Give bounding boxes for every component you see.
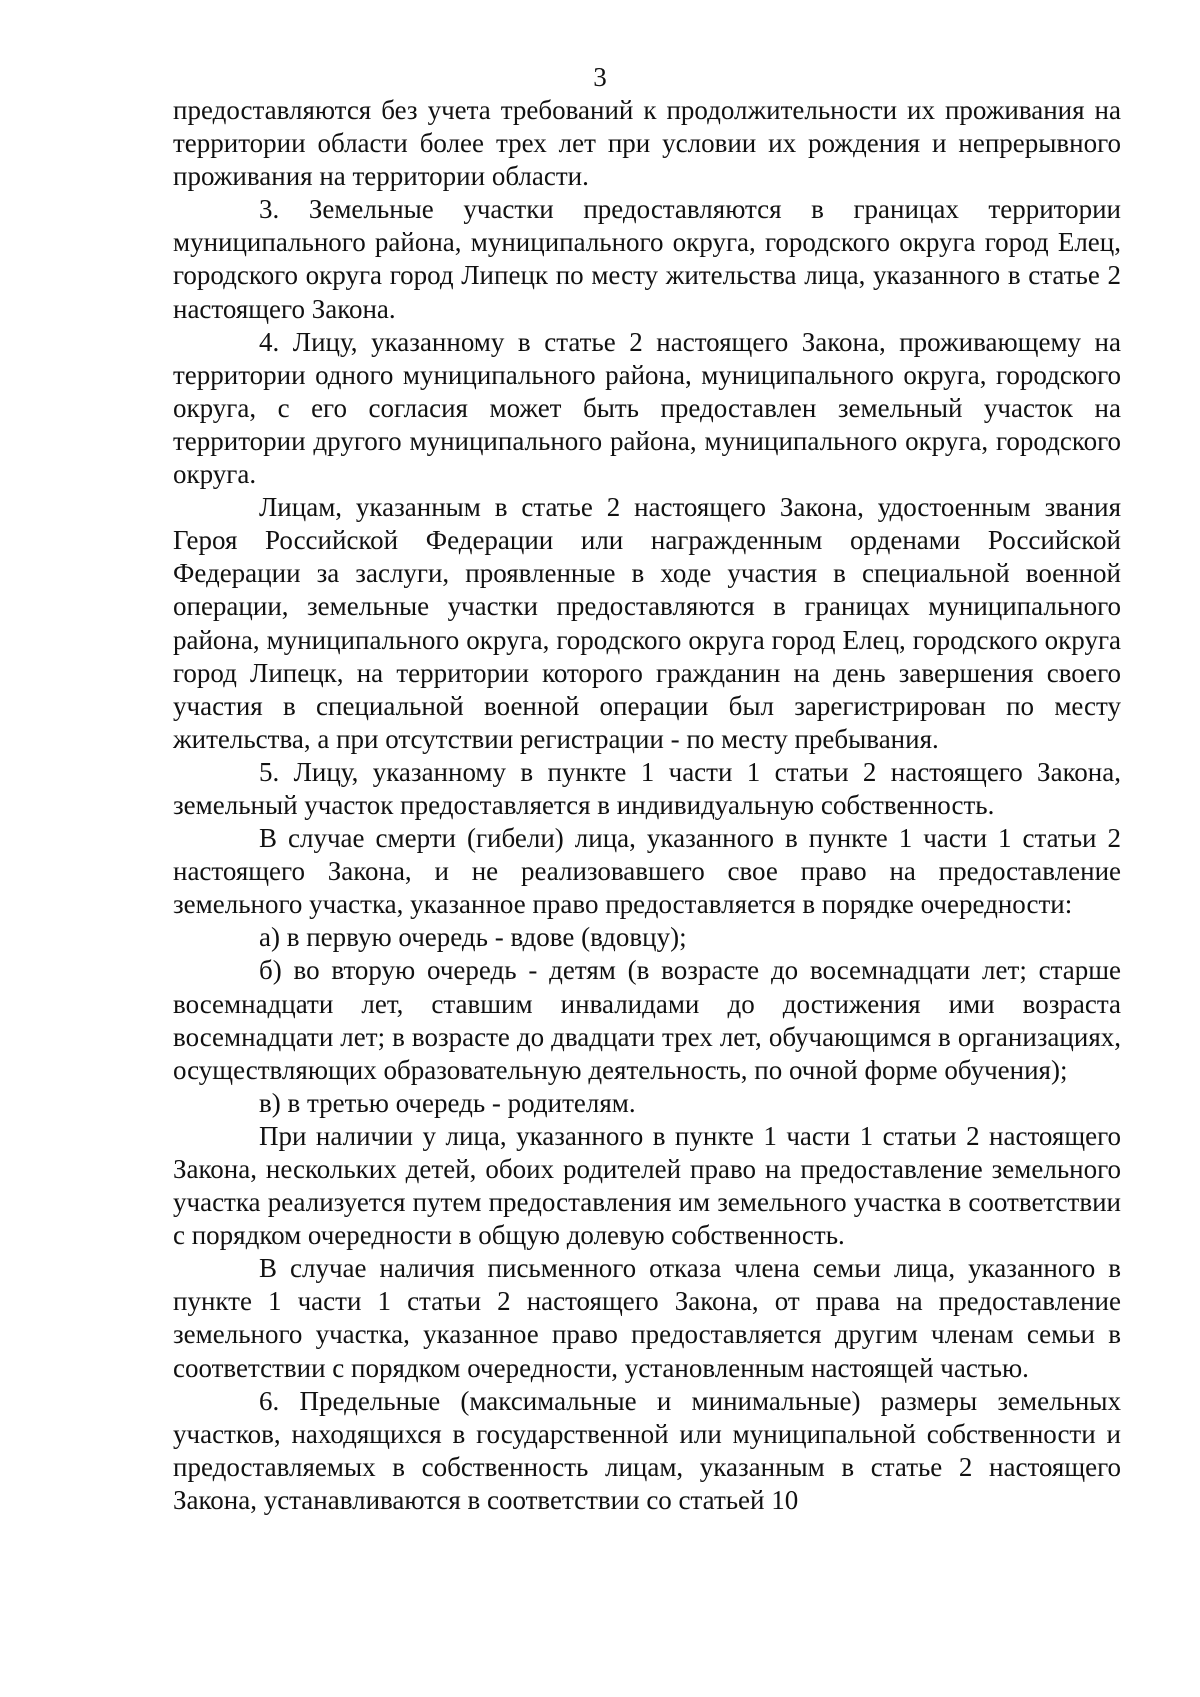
document-body xyxy=(173,94,1121,1517)
list-item-v: в) в третью очередь - родителям. xyxy=(259,1087,636,1118)
paragraph-clause-4-heroes: Лицам, указанным в статье 2 настоящего Закона, удостоенным звания Героя Российской Федерации или награжденным орденами Российской Федерации за заслуги, проявленные в ходе участия в специальной военной операции, земельные участки предоставляются в границах муниципального района, муниципального округа, городского округа город Елец, городского округа город Липецк, на территории которого гражданин на день завершения своего участия в специальной военной операции был зарегистрирован по месту жительства, а при отсутствии регистрации - по месту пребывания. xyxy=(173,492,1121,754)
paragraph-shared-ownership: При наличии у лица, указанного в пункте 1 части 1 статьи 2 настоящего Закона, нескольких детей, обоих родителей право на предоставление земельного участка реализуется путем предоставления им земельного участка в соответствии с порядком очередности в общую долевую собственность. xyxy=(173,1120,1121,1251)
paragraph-clause-5: 5. Лицу, указанному в пункте 1 части 1 статьи 2 настоящего Закона, земельный участок предоставляется в индивидуальную собственность. xyxy=(173,756,1121,820)
page-number: 3 xyxy=(593,62,607,92)
list-item-a: а) в первую очередь - вдове (вдовцу); xyxy=(259,922,687,953)
list-item-b: б) во вторую очередь - детям (в возрасте до восемнадцати лет; старше восемнадцати лет, ставшим инвалидами до достижения ими возраста восемнадцати лет; в возрасте до двадцати трех лет, обучающимся в организациях, осуществляющих образовательную деятельность, по очной форме обучения); xyxy=(173,955,1121,1085)
paragraph-continuation: предоставляются без учета требований к продолжительности их проживания на территории области более трех лет при условии их рождения и непрерывного проживания на территории области. xyxy=(173,95,1121,192)
paragraph-clause-3: 3. Земельные участки предоставляются в границах территории муниципального района, муниципального округа, городского округа город Елец, городского округа город Липецк по месту жительства лица, указанного в статье 2 настоящего Закона. xyxy=(173,194,1121,324)
paragraph-death-case: В случае смерти (гибели) лица, указанного в пункте 1 части 1 статьи 2 настоящего Закона, и не реализовавшего свое право на предоставление земельного участка, указанное право предоставляется в порядке очередности: xyxy=(173,823,1121,920)
paragraph-refusal: В случае наличия письменного отказа члена семьи лица, указанного в пункте 1 части 1 статьи 2 настоящего Закона, от права на предоставление земельного участка, указанное право предоставляется другим членам семьи в соответствии с порядком очередности, установленным настоящей частью. xyxy=(173,1253,1121,1383)
paragraph-clause-6: 6. Предельные (максимальные и минимальные) размеры земельных участков, находящихся в государственной или муниципальной собственности и предоставляемых в собственность лицам, указанным в статье 2 настоящего Закона, устанавливаются в соответствии со статьей 10 xyxy=(173,1385,1121,1515)
paragraph-clause-4: 4. Лицу, указанному в статье 2 настоящего Закона, проживающему на территории одного муниципального района, муниципального округа, городского округа, с его согласия может быть предоставлен земельный участок на территории другого муниципального района, муниципального округа, городского округа. xyxy=(173,326,1121,490)
